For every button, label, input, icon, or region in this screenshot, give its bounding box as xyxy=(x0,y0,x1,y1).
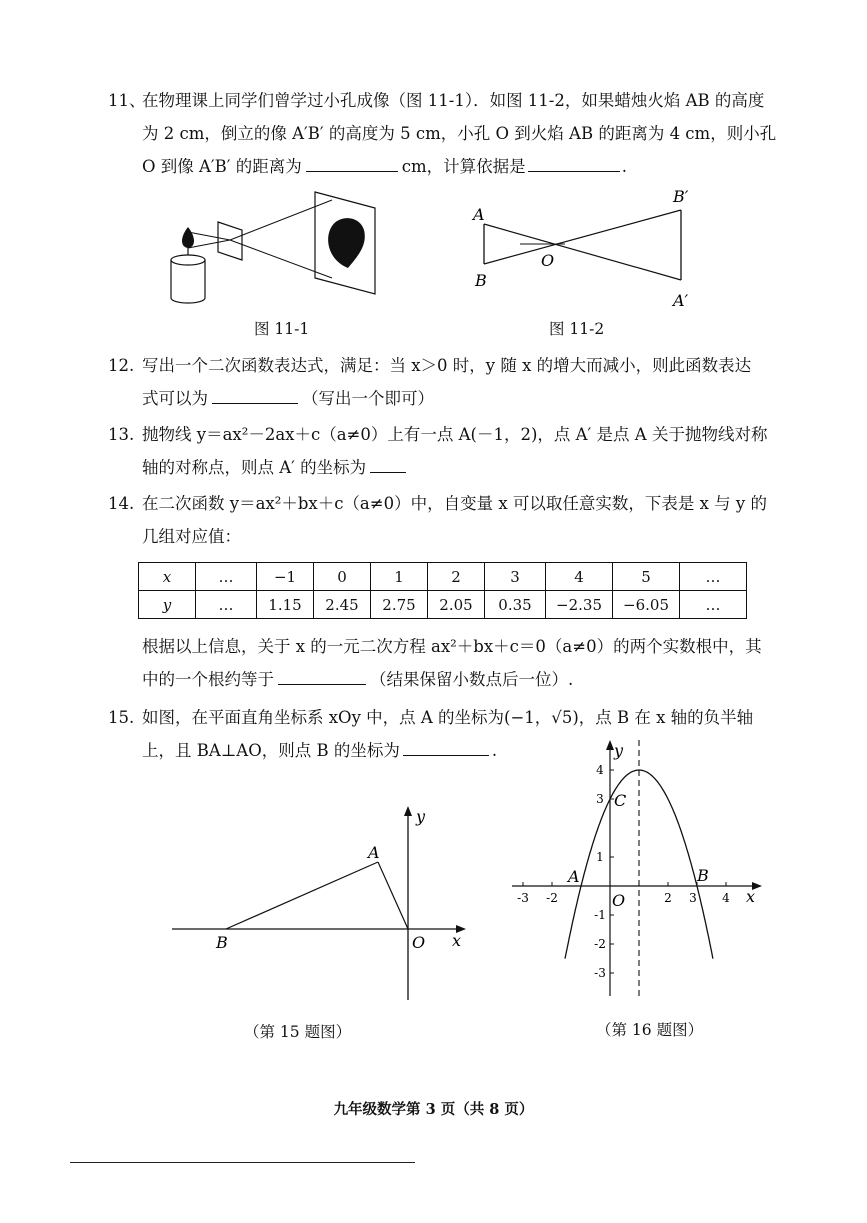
q15-line1: 如图，在平面直角坐标系 xOy 中，点 A 的坐标为(−1，√5)，点 B 在 x 轴的负半轴 xyxy=(142,708,754,727)
table-cell: 1 xyxy=(371,563,428,591)
fig16-label-o: O xyxy=(612,891,626,910)
fig11-1-caption: 图 11-1 xyxy=(254,320,310,338)
q11-blank-distance[interactable] xyxy=(306,153,398,172)
table-header-x: x xyxy=(139,563,196,591)
q11-line3a: O 到像 A′B′ 的距离为 xyxy=(142,157,302,176)
fig11-2-label-b: B xyxy=(475,271,487,290)
q12-line1: 写出一个二次函数表达式，满足：当 x＞0 时，y 随 x 的增大而减小，则此函数表达 xyxy=(142,356,752,375)
q12-blank[interactable] xyxy=(212,385,298,404)
fig11-2-caption: 图 11-2 xyxy=(549,320,605,338)
fig16-xtick: 4 xyxy=(722,891,730,905)
question-13 xyxy=(108,418,788,484)
fig16-ytick: -1 xyxy=(594,908,606,922)
fig16-ytick: -2 xyxy=(594,937,606,951)
question-14-continued xyxy=(108,630,788,696)
page-footer: 九年级数学第 3 页（共 8 页） xyxy=(333,1101,534,1118)
q14-line4a: 中的一个根约等于 xyxy=(142,670,274,689)
fig11-2-label-bprime: B′ xyxy=(673,187,689,206)
q11-blank-reason[interactable] xyxy=(528,153,620,172)
fig16-ytick: -3 xyxy=(594,966,606,980)
table-cell: 2 xyxy=(428,563,485,591)
fig11-2-label-aprime: A′ xyxy=(673,291,689,310)
fig16-label-a: A xyxy=(568,867,580,886)
q14-line3: 根据以上信息，关于 x 的一元二次方程 ax²＋bx＋c＝0（a≠0）的两个实数根中，其 xyxy=(142,637,762,656)
table-header-y: y xyxy=(139,591,196,619)
fig16-xtick: 3 xyxy=(689,891,697,905)
fig16-caption: （第 16 题图） xyxy=(596,1021,704,1039)
fig15-label-x: x xyxy=(452,931,462,950)
fig16-xtick: -2 xyxy=(546,891,558,905)
table-cell: 3 xyxy=(485,563,546,591)
table-cell: 4 xyxy=(546,563,613,591)
question-14 xyxy=(108,487,788,553)
q11-line3c: . xyxy=(621,157,627,176)
bottom-rule xyxy=(70,1162,415,1163)
fig16-ytick: 3 xyxy=(596,792,604,806)
table-cell: 0.35 xyxy=(485,591,546,619)
question-12 xyxy=(108,349,788,415)
fig15-label-y: y xyxy=(416,807,426,826)
table-row-x xyxy=(139,563,747,591)
q15-blank[interactable] xyxy=(403,737,489,756)
fig16-ytick: 1 xyxy=(596,850,604,864)
fig11-2-label-o: O xyxy=(541,251,555,270)
table-cell: −2.35 xyxy=(546,591,613,619)
fig15-label-a: A xyxy=(368,843,380,862)
q12-line2b: （写出一个即可） xyxy=(302,389,434,408)
q13-blank[interactable] xyxy=(370,454,406,473)
figure-11-2 xyxy=(465,182,725,312)
table-cell: … xyxy=(196,563,257,591)
q14-line1: 在二次函数 y＝ax²＋bx＋c（a≠0）中，自变量 x 可以取任意实数，下表是 x 与 y 的 xyxy=(142,494,767,513)
q14-blank[interactable] xyxy=(278,666,366,685)
q14-line2: 几组对应值： xyxy=(142,527,241,546)
fig16-ytick: 4 xyxy=(596,763,604,777)
q11-line1: 在物理课上同学们曾学过小孔成像（图 11-1）．如图 11-2，如果蜡烛火焰 AB 的高度 xyxy=(142,91,765,110)
fig16-label-y: y xyxy=(614,741,624,760)
q13-number: 13. xyxy=(108,425,135,444)
fig15-label-b: B xyxy=(216,933,228,952)
table-cell: … xyxy=(680,563,747,591)
table-cell: 2.45 xyxy=(314,591,371,619)
fig16-xtick: 2 xyxy=(664,891,672,905)
fig16-label-b: B xyxy=(697,866,709,885)
q11-line2: 为 2 cm，倒立的像 A′B′ 的高度为 5 cm，小孔 O 到火焰 AB 的距离为 4 cm，则小孔 xyxy=(142,124,777,143)
table-cell: 2.75 xyxy=(371,591,428,619)
q14-number: 14. xyxy=(108,494,135,513)
question-11 xyxy=(108,84,788,183)
figure-16 xyxy=(510,738,770,1028)
q11-number: 11、 xyxy=(108,91,146,110)
q13-line2: 轴的对称点，则点 A′ 的坐标为 xyxy=(142,458,367,477)
table-cell: −1 xyxy=(257,563,314,591)
table-cell: 0 xyxy=(314,563,371,591)
table-cell: 2.05 xyxy=(428,591,485,619)
table-cell: −6.05 xyxy=(613,591,680,619)
table-cell: … xyxy=(680,591,747,619)
q14-value-table xyxy=(138,562,747,619)
fig15-caption: （第 15 题图） xyxy=(244,1023,352,1041)
q15-line2a: 上，且 BA⊥AO，则点 B 的坐标为 xyxy=(142,741,400,760)
q13-line1: 抛物线 y＝ax²－2ax＋c（a≠0）上有一点 A(－1，2)，点 A′ 是点 A 关于抛物线对称 xyxy=(142,425,768,444)
q15-line2b: . xyxy=(491,741,498,760)
fig15-label-o: O xyxy=(412,933,426,952)
q12-number: 12. xyxy=(108,356,135,375)
q11-line3b: cm，计算依据是 xyxy=(401,157,526,176)
table-row-y xyxy=(139,591,747,619)
q12-line2a: 式可以为 xyxy=(142,389,208,408)
figure-11-1 xyxy=(160,190,390,305)
fig16-xtick: -3 xyxy=(517,891,529,905)
table-cell: 1.15 xyxy=(257,591,314,619)
fig16-label-x: x xyxy=(746,887,756,906)
table-cell: 5 xyxy=(613,563,680,591)
q15-number: 15. xyxy=(108,708,135,727)
table-cell: … xyxy=(196,591,257,619)
fig11-2-label-a: A xyxy=(473,205,485,224)
fig16-label-c: C xyxy=(614,791,627,810)
q14-line4b: （结果保留小数点后一位）. xyxy=(370,670,574,689)
figure-15 xyxy=(168,800,478,1010)
